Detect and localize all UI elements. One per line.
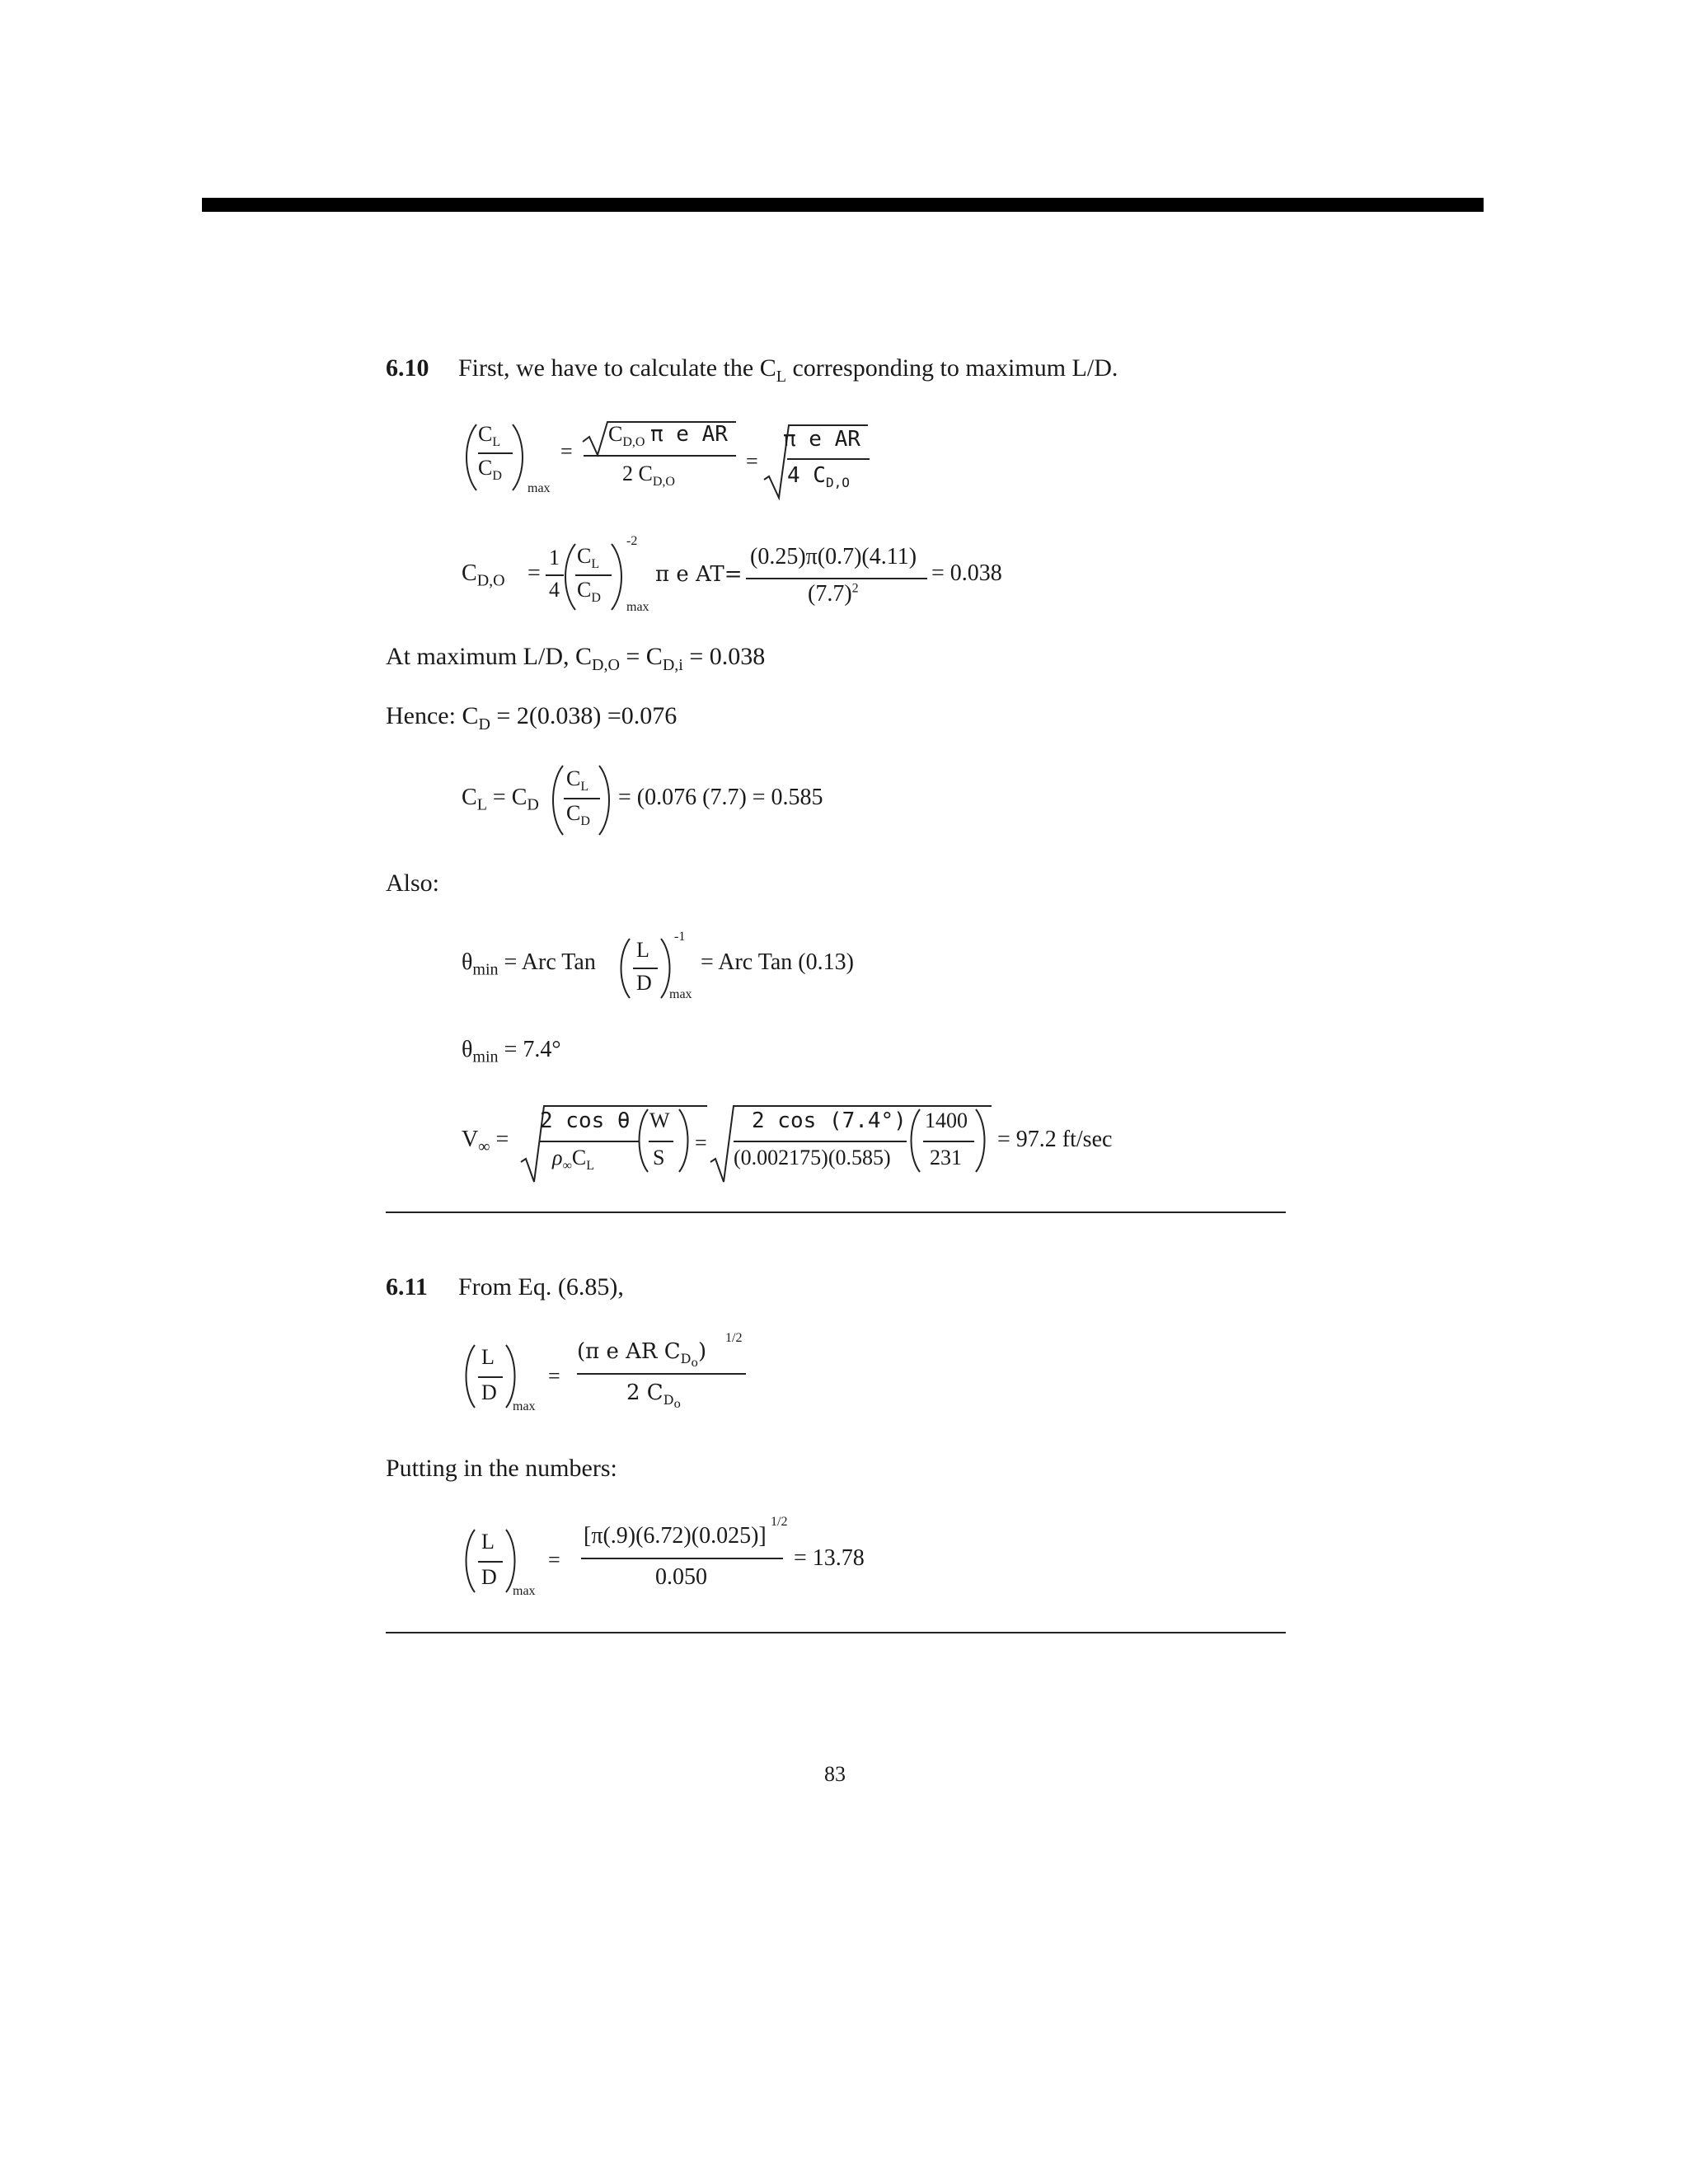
text-also: Also: [386, 869, 440, 897]
problem-6-11-intro: From Eq. (6.85), [458, 1273, 624, 1301]
text-putting-numbers: Putting in the numbers: [386, 1455, 617, 1482]
equation-theta-value: $\theta_{min} = 7.4^\circ$ [462, 1037, 561, 1066]
text-hence-cd: Hence: $C_D = 2(0.038) =0.076$ [386, 702, 678, 733]
problem-number-6-11: 6.11 [386, 1273, 428, 1301]
section-divider [386, 1212, 1286, 1213]
page-number: 83 [824, 1762, 846, 1786]
header-bar [202, 198, 1484, 212]
text-at-max-ld: At maximum L/D, $C_{D,O} = C_{D,i} = 0.038$ [386, 643, 766, 674]
section-divider [386, 1632, 1286, 1633]
problem-6-10-intro: First, we have to calculate the $C_L$ corresponding to maximum L/D. [458, 354, 1118, 386]
problem-number-6-10: 6.10 [386, 354, 429, 382]
